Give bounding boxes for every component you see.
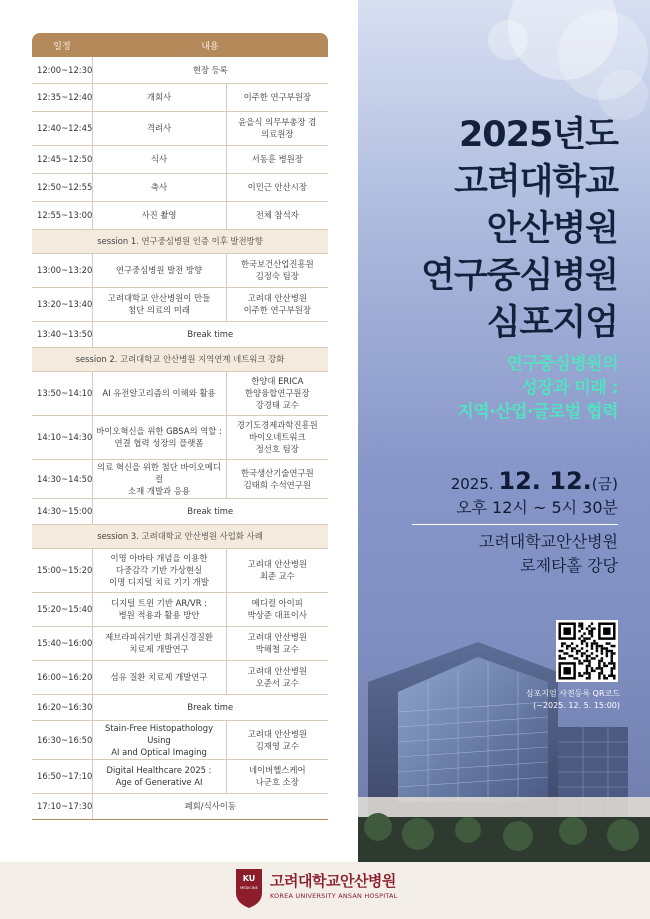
time-cell: 16:30~16:50 — [32, 720, 92, 759]
title-line: 안산병원 — [486, 209, 618, 249]
time-cell: 16:00~16:20 — [32, 660, 92, 694]
time-cell: 13:20~13:40 — [32, 287, 92, 321]
time-cell: 13:00~13:20 — [32, 253, 92, 287]
content-cell: 의료 혁신을 위한 첨단 바이오메디컬 소재 개발과 응용 — [92, 459, 226, 498]
time-cell: 12:00~12:30 — [32, 57, 92, 83]
event-title — [421, 112, 618, 347]
content-cell: Break time — [92, 694, 328, 720]
schedule-row — [32, 626, 328, 660]
event-time: 오후 12시 ~ 5시 30분 — [456, 498, 618, 517]
time-cell: 12:35~12:40 — [32, 83, 92, 111]
session-title: session 1. 연구중심병원 인증 이후 발전방향 — [32, 229, 328, 253]
session-title: session 2. 고려대학교 안산병원 지역연계 네트워크 강화 — [32, 347, 328, 371]
content-cell: 개회사 — [92, 83, 226, 111]
session-row — [32, 347, 328, 371]
schedule-row — [32, 759, 328, 793]
header-content: 내용 — [92, 33, 328, 57]
session-title: session 3. 고려대학교 안산병원 사업화 사례 — [32, 524, 328, 548]
speaker-cell: 고려대 안산병원 최준 교수 — [226, 548, 328, 592]
subtitle-line: 성장과 미래 : — [521, 378, 618, 398]
speaker-cell: 고려대 안산병원 이주한 연구부원장 — [226, 287, 328, 321]
time-cell: 16:20~16:30 — [32, 694, 92, 720]
time-cell: 14:10~14:30 — [32, 415, 92, 459]
title-line: 2025년도 — [458, 115, 618, 155]
schedule-row — [32, 83, 328, 111]
schedule-row — [32, 459, 328, 498]
decor-circle — [488, 20, 528, 60]
speaker-cell: 윤을식 의무부총장 겸 의료원장 — [226, 111, 328, 145]
schedule-row — [32, 592, 328, 626]
spacer — [398, 300, 399, 301]
content-cell: 현장 등록 — [92, 57, 328, 83]
time-cell: 13:40~13:50 — [32, 321, 92, 347]
speaker-cell: 이주한 연구부원장 — [226, 83, 328, 111]
time-cell: 14:30~14:50 — [32, 459, 92, 498]
qr-note-line: 심포지엄 사전등록 QR코드 — [525, 689, 620, 698]
speaker-cell: 서동훈 병원장 — [226, 145, 328, 173]
qr-code-icon[interactable] — [556, 620, 618, 682]
speaker-cell: 네이버헬스케어 나군호 소장 — [226, 759, 328, 793]
content-cell: Digital Healthcare 2025 : Age of Generative AI — [92, 759, 226, 793]
subtitle-line: 지역·산업·글로벌 협력 — [457, 402, 618, 422]
session-row — [32, 229, 328, 253]
logo-mark-bottom: MEDICINE — [240, 886, 258, 890]
venue-line: 고려대학교안산병원 — [478, 532, 618, 551]
content-cell: 디지털 트윈 기반 AR/VR : 병원 적용과 활용 방안 — [92, 592, 226, 626]
content-cell: 격려사 — [92, 111, 226, 145]
schedule-row — [32, 287, 328, 321]
ku-medicine-logo-icon — [234, 867, 264, 909]
schedule-row — [32, 793, 328, 819]
time-cell: 14:30~15:00 — [32, 498, 92, 524]
qr-note-line: (~2025. 12. 5. 15:00) — [533, 701, 620, 710]
schedule-row — [32, 321, 328, 347]
title-line: 심포지엄 — [486, 303, 618, 343]
time-cell: 17:10~17:30 — [32, 793, 92, 819]
schedule-row — [32, 548, 328, 592]
speaker-cell: 전체 참석자 — [226, 201, 328, 229]
speaker-cell: 한국생산기술연구원 김태희 수석연구원 — [226, 459, 328, 498]
speaker-cell: 고려대 안산병원 김재영 교수 — [226, 720, 328, 759]
content-cell: 섬유 질환 치료제 개발연구 — [92, 660, 226, 694]
schedule-row — [32, 201, 328, 229]
speaker-cell: 한국보건산업진흥원 김정숙 팀장 — [226, 253, 328, 287]
time-cell: 15:00~15:20 — [32, 548, 92, 592]
subtitle-line: 연구중심병원의 — [506, 354, 618, 374]
content-cell: 바이오혁신을 위한 GBSA의 역할 : 연결 협력 성장의 플랫폼 — [92, 415, 226, 459]
schedule-row — [32, 415, 328, 459]
content-cell: 축사 — [92, 173, 226, 201]
content-cell: 사진 촬영 — [92, 201, 226, 229]
time-cell: 12:45~12:50 — [32, 145, 92, 173]
content-cell: AI 유전알고리즘의 이해와 활용 — [92, 371, 226, 415]
time-cell: 12:55~13:00 — [32, 201, 92, 229]
session-row — [32, 524, 328, 548]
content-cell: 연구중심병원 발전 방향 — [92, 253, 226, 287]
schedule-row — [32, 57, 328, 83]
content-cell: Break time — [92, 321, 328, 347]
venue-line: 로제타홀 강당 — [520, 556, 618, 575]
time-cell: 13:50~14:10 — [32, 371, 92, 415]
time-cell: 12:50~12:55 — [32, 173, 92, 201]
schedule-row — [32, 720, 328, 759]
time-cell: 15:20~15:40 — [32, 592, 92, 626]
speaker-cell: 한양대 ERICA 한양융합연구원장 강경태 교수 — [226, 371, 328, 415]
logo-mark-top: KU — [242, 874, 256, 883]
speaker-cell: 고려대 안산병원 박해철 교수 — [226, 626, 328, 660]
schedule-row — [32, 111, 328, 145]
content-cell: 고려대학교 안산병원이 만들 첨단 의료의 미래 — [92, 287, 226, 321]
qr-note — [526, 688, 620, 712]
time-cell: 15:40~16:00 — [32, 626, 92, 660]
schedule-row — [32, 145, 328, 173]
time-cell: 12:40~12:45 — [32, 111, 92, 145]
speaker-cell: 이민근 안산시장 — [226, 173, 328, 201]
time-cell: 16:50~17:10 — [32, 759, 92, 793]
content-cell: 식사 — [92, 145, 226, 173]
header-time: 일정 — [32, 33, 92, 57]
date-weekday: (금) — [591, 475, 618, 493]
schedule-row — [32, 371, 328, 415]
hospital-name-ko: 고려대학교안산병원 — [270, 872, 396, 890]
content-cell: Stain-Free Histopathology Using AI and Optical Imaging — [92, 720, 226, 759]
event-date — [451, 468, 618, 497]
schedule-row — [32, 498, 328, 524]
content-cell: 이명 아바타 개념을 이용한 다중감각 기반 가상현실 이명 디지털 치료 기기 개발 — [92, 548, 226, 592]
date-day: 12. 12. — [498, 467, 592, 495]
schedule-row — [32, 660, 328, 694]
title-line: 고려대학교 — [453, 162, 618, 202]
schedule-row — [32, 253, 328, 287]
speaker-cell: 고려대 안산병원 오준서 교수 — [226, 660, 328, 694]
date-year: 2025. — [450, 475, 499, 493]
speaker-cell: 메디컬 아이피 박상준 대표이사 — [226, 592, 328, 626]
content-cell: 폐회/식사이동 — [92, 793, 328, 819]
schedule-row — [32, 694, 328, 720]
hospital-name-en: KOREA UNIVERSITY ANSAN HOSPITAL — [270, 892, 398, 900]
speaker-cell: 경기도경제과학진흥원 바이오네트워크 정선호 팀장 — [226, 415, 328, 459]
content-cell: 제브라피쉬기반 희귀신경질환 치료제 개발연구 — [92, 626, 226, 660]
schedule-table — [32, 33, 328, 820]
title-line: 연구중심병원 — [421, 256, 618, 296]
content-cell: Break time — [92, 498, 328, 524]
schedule-row — [32, 173, 328, 201]
event-subtitle — [457, 352, 618, 424]
divider — [412, 524, 618, 525]
event-venue — [479, 530, 618, 578]
